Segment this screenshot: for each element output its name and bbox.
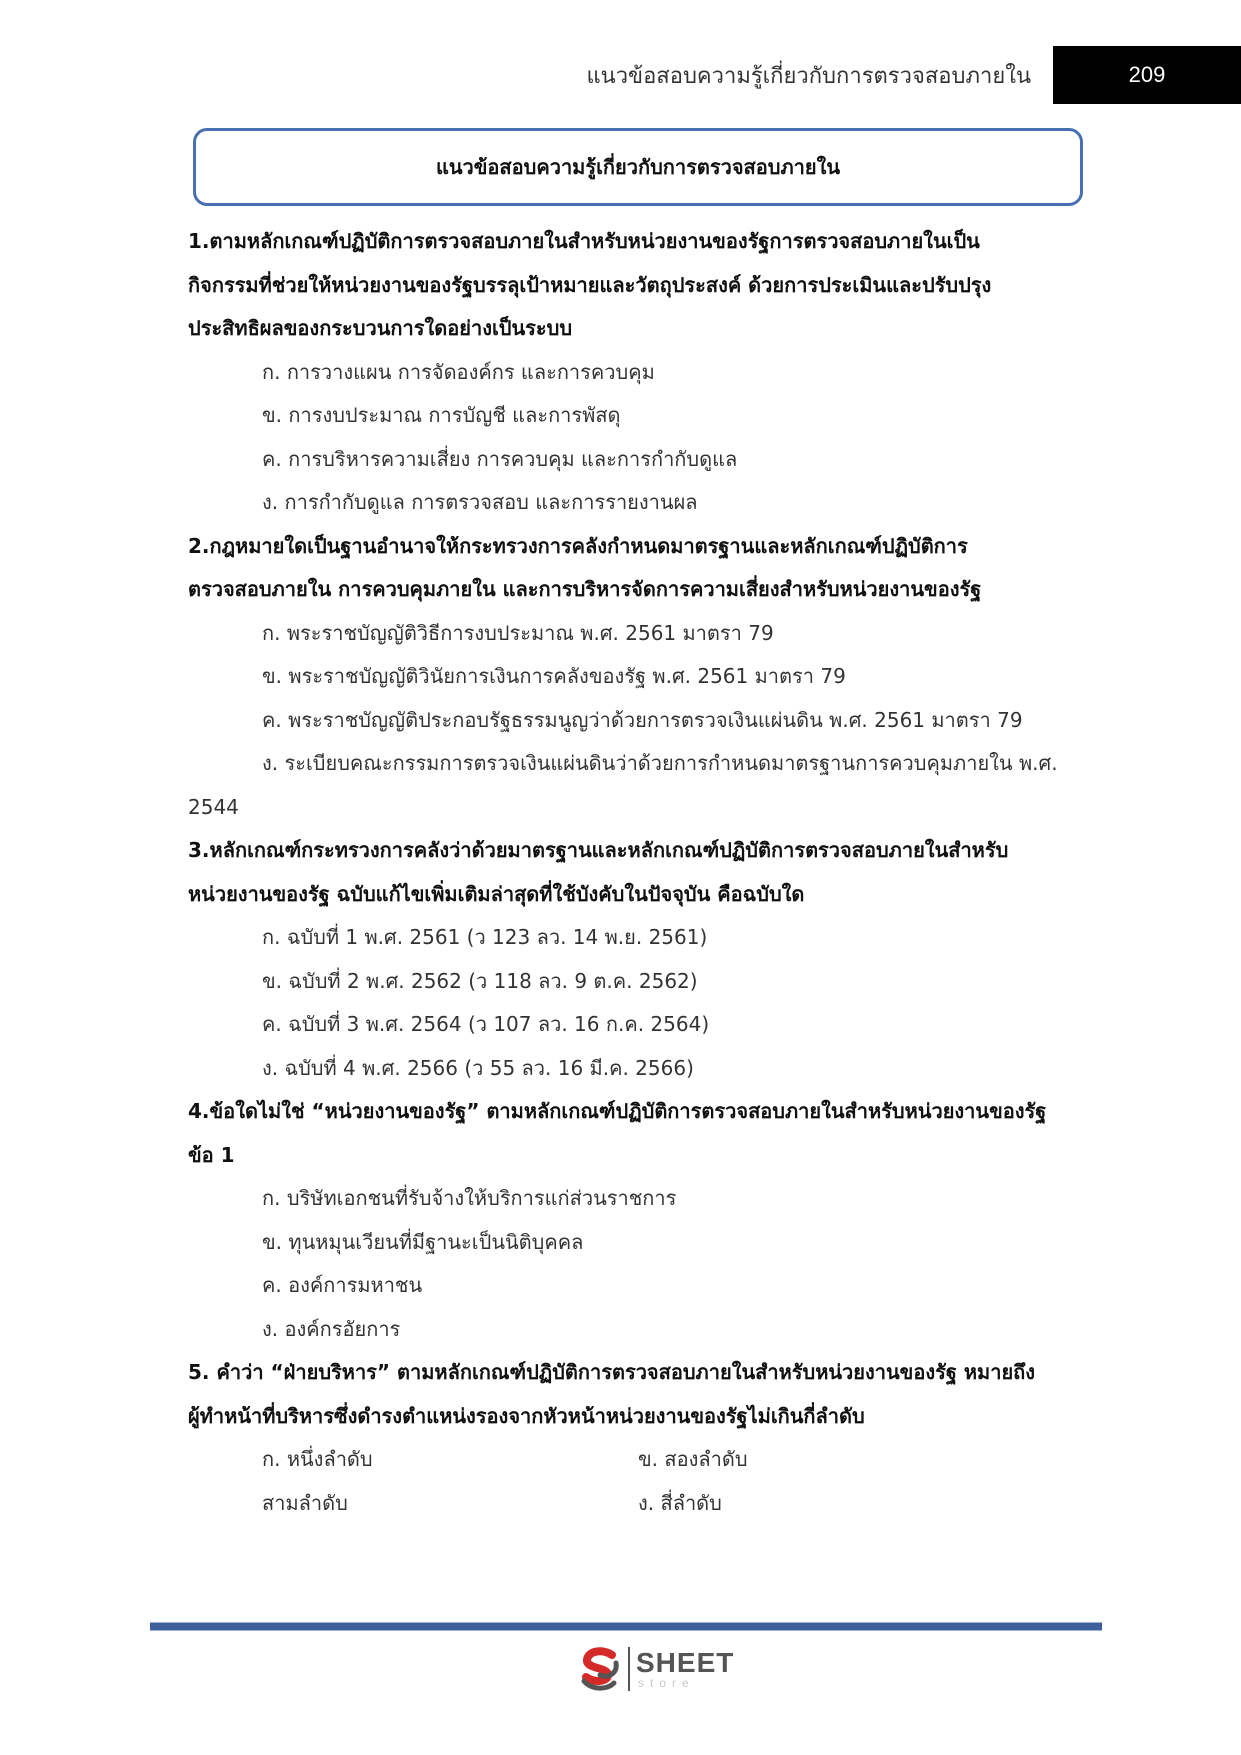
option-line: ก. การวางแผน การจัดองค์กร และการควบคุม [262, 359, 655, 384]
logo-wordmark [636, 1649, 734, 1689]
option-line: ข. พระราชบัญญัติวินัยการเงินการคลังของรัฐ พ.ศ. 2561 มาตรา 79 [262, 664, 846, 688]
option-row [188, 1438, 1098, 1482]
question-line: 3.หลักเกณฑ์กระทรวงการคลังว่าด้วยมาตรฐานและหลักเกณฑ์ปฏิบัติการตรวจสอบภายในสำหรับ [188, 838, 1009, 862]
option-line: ง. ระเบียบคณะกรรมการตรวจเงินแผ่นดินว่าด้วยการกำหนดมาตรฐานการควบคุมภายใน พ.ศ. [262, 751, 1058, 775]
logo-sub-text: store [638, 1676, 695, 1690]
question-line: ผู้ทำหน้าที่บริหารซึ่งดำรงตำแหน่งรองจากหัวหน้าหน่วยงานของรัฐไม่เกินกี่ลำดับ [188, 1403, 865, 1428]
question-line: 4.ข้อใดไม่ใช่ “หน่วยงานของรัฐ” ตามหลักเกณฑ์ปฏิบัติการตรวจสอบภายในสำหรับหน่วยงานของรัฐ [188, 1099, 1047, 1123]
option-line: ค. ฉบับที่ 3 พ.ศ. 2564 (ว 107 ลว. 16 ก.ค. 2564) [262, 1012, 710, 1036]
option-line: ง. ฉบับที่ 4 พ.ศ. 2566 (ว 55 ลว. 16 มี.ค. 2566) [262, 1055, 694, 1080]
question-line: 5. คำว่า “ฝ่ายบริหาร” ตามหลักเกณฑ์ปฏิบัติการตรวจสอบภายในสำหรับหน่วยงานของรัฐ หมายถึง [188, 1360, 1036, 1384]
sheet-s-logo-icon [578, 1645, 624, 1693]
option-line: ข. ทุนหมุนเวียนที่มีฐานะเป็นนิติบุคคล [262, 1229, 584, 1254]
option-line: ข. การงบประมาณ การบัญชี และการพัสดุ [262, 403, 621, 427]
footer-rule [150, 1622, 1102, 1631]
option-line: ก. บริษัทเอกชนที่รับจ้างให้บริการแก่ส่วนราชการ [262, 1186, 677, 1210]
question-line: หน่วยงานของรัฐ ฉบับแก้ไขเพิ่มเติมล่าสุดที่ใช้บังคับในปัจจุบัน คือฉบับใด [188, 881, 805, 906]
question-line: ประสิทธิผลของกระบวนการใดอย่างเป็นระบบ [188, 316, 573, 340]
logo-main-text: SHEET [636, 1647, 735, 1678]
question-line: ข้อ 1 [188, 1142, 235, 1167]
option-right: ง. สี่ลำดับ [638, 1490, 722, 1515]
question-line: ตรวจสอบภายใน การควบคุมภายใน และการบริหารจัดการความเสี่ยงสำหรับหน่วยงานของรัฐ [188, 577, 982, 601]
question-list [188, 220, 1098, 1525]
page-number: 209 [1053, 46, 1241, 104]
option-line: ค. องค์การมหาชน [262, 1273, 423, 1297]
running-header-title: แนวข้อสอบความรู้เกี่ยวกับการตรวจสอบภายใน [586, 64, 1031, 89]
option-row [188, 1482, 1098, 1526]
logo-separator [628, 1647, 630, 1691]
option-line: ก. พระราชบัญญัติวิธีการงบประมาณ พ.ศ. 2561 มาตรา 79 [262, 620, 774, 645]
continuation-line: 2544 [188, 794, 239, 819]
option-left: ก. หนึ่งลำดับ [262, 1447, 373, 1471]
option-line: ข. ฉบับที่ 2 พ.ศ. 2562 (ว 118 ลว. 9 ต.ค. 2562) [262, 968, 698, 993]
section-title-box: แนวข้อสอบความรู้เกี่ยวกับการตรวจสอบภายใน [193, 128, 1083, 206]
option-line: ค. การบริหารความเสี่ยง การควบคุม และการกำกับดูแล [262, 446, 738, 471]
option-line: ค. พระราชบัญญัติประกอบรัฐธรรมนูญว่าด้วยการตรวจเงินแผ่นดิน พ.ศ. 2561 มาตรา 79 [262, 707, 1023, 732]
option-left: สามลำดับ [262, 1490, 348, 1515]
question-line: 1.ตามหลักเกณฑ์ปฏิบัติการตรวจสอบภายในสำหรับหน่วยงานของรัฐการตรวจสอบภายในเป็น [188, 229, 980, 253]
question-line: กิจกรรมที่ช่วยให้หน่วยงานของรัฐบรรลุเป้าหมายและวัตถุประสงค์ ด้วยการประเมินและปรับปรุง [188, 272, 992, 297]
sheet-store-logo [578, 1645, 734, 1693]
option-line: ง. การกำกับดูแล การตรวจสอบ และการรายงานผล [262, 490, 698, 514]
option-right: ข. สองลำดับ [638, 1447, 748, 1471]
option-line: ง. องค์กรอัยการ [262, 1316, 401, 1341]
question-line: 2.กฎหมายใดเป็นฐานอำนาจให้กระทรวงการคลังกำหนดมาตรฐานและหลักเกณฑ์ปฏิบัติการ [188, 533, 968, 558]
option-line: ก. ฉบับที่ 1 พ.ศ. 2561 (ว 123 ลว. 14 พ.ย. 2561) [262, 925, 708, 949]
